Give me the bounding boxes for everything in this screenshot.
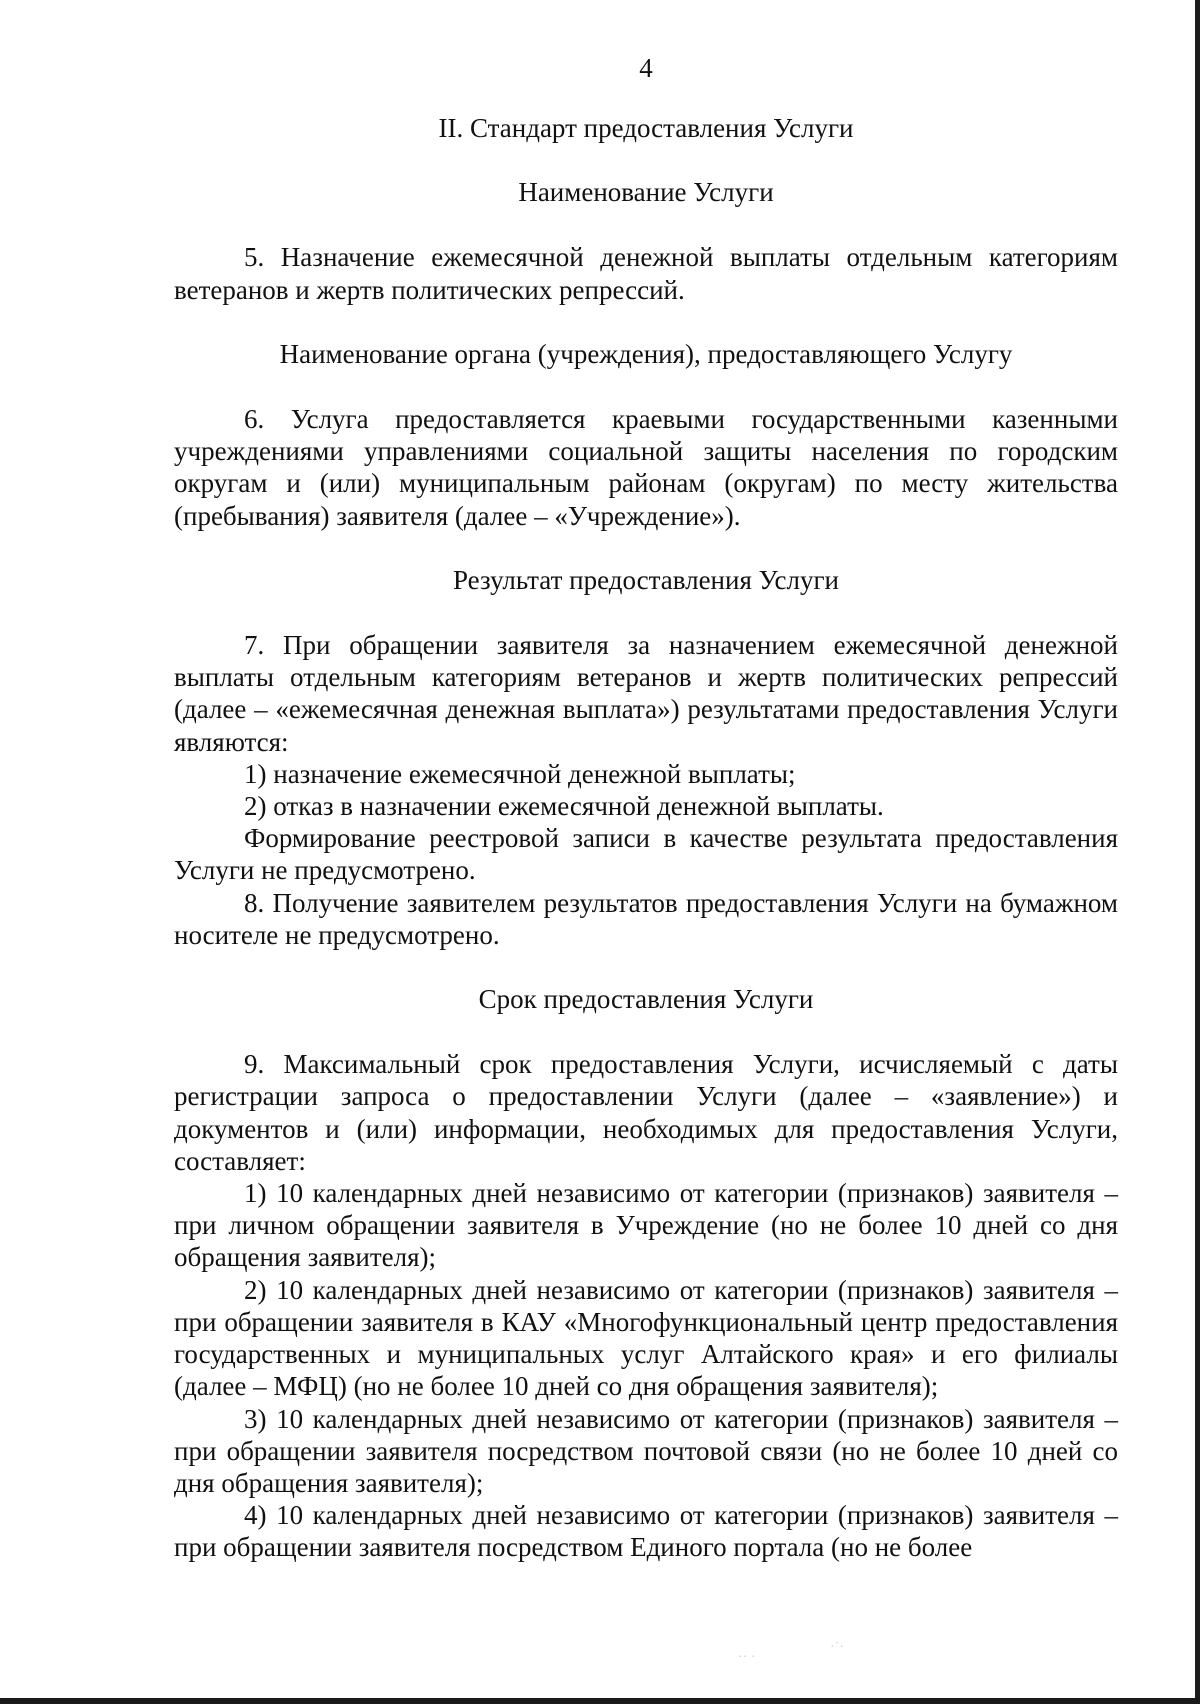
paragraph-7: 7. При обращении заявителя за назначением ежемесячной денежной выплаты отдельным категориям ветеранов и жертв политических репрессий (далее – «ежемесячная денежная выплата») результатами предоставления Услуги являются:	[174, 630, 1118, 757]
page-number: 4	[639, 53, 653, 83]
heading-service-name: Наименование Услуги	[518, 177, 774, 208]
section-title: II. Стандарт предоставления Услуги	[438, 113, 854, 143]
heading-term: Срок предоставления Услуги	[478, 984, 814, 1015]
list-item-9-4: 4) 10 календарных дней независимо от категории (признаков) заявителя – при обращении заявителя посредством Единого портала (но не более	[174, 1500, 1118, 1563]
list-item-9-3: 3) 10 календарных дней независимо от категории (признаков) заявителя – при обращении заявителя посредством почтовой связи (но не более 10 дней со дня обращения заявителя);	[174, 1403, 1118, 1498]
paragraph-5: 5. Назначение ежемесячной денежной выплаты отдельным категориям ветеранов и жертв политических репрессий.	[174, 242, 1118, 305]
scan-edge-right	[1195, 0, 1200, 1704]
list-item-9-1: 1) 10 календарных дней независимо от категории (признаков) заявителя – при личном обращении заявителя в Учреждение (но не более 10 дней со дня обращения заявителя);	[174, 1178, 1118, 1273]
paragraph-registry-note: Формирование реестровой записи в качестве результата предоставления Услуги не предусмотрено.	[174, 823, 1118, 886]
list-item-9-2: 2) 10 календарных дней независимо от категории (признаков) заявителя – при обращении заявителя в КАУ «Многофункциональный центр предоставления государственных и муниципальных услуг Алтайского края» и его филиалы (далее – МФЦ) (но не более 10 дней со дня обращения заявителя);	[174, 1274, 1118, 1402]
list-item-7-2: 2) отказ в назначении ежемесячной денежной выплаты.	[244, 791, 884, 822]
scan-edge-bottom	[0, 1698, 1200, 1704]
scan-speck: ·˙·	[830, 1640, 844, 1655]
heading-result: Результат предоставления Услуги	[453, 564, 839, 595]
document-page	[174, 52, 1118, 1564]
paragraph-6: 6. Услуга предоставляется краевыми государственными казенными учреждениями управлениями социальной защиты населения по городским округам и (или) муниципальным районам (округам) по месту жительства (пребывания) заявителя (далее – «Учреждение»).	[174, 404, 1118, 531]
paragraph-8: 8. Получение заявителем результатов предоставления Услуги на бумажном носителе не предусмотрено.	[174, 887, 1118, 950]
scan-speck: ·· ·	[738, 1650, 756, 1665]
paragraph-9: 9. Максимальный срок предоставления Услуги, исчисляемый с даты регистрации запроса о предоставлении Услуги (далее – «заявление») и документов и (или) информации, необходимых для предоставления Услуги, составляет:	[174, 1049, 1118, 1176]
heading-authority: Наименование органа (учреждения), предоставляющего Услугу	[279, 338, 1013, 369]
list-item-7-1: 1) назначение ежемесячной денежной выплаты;	[244, 758, 796, 789]
